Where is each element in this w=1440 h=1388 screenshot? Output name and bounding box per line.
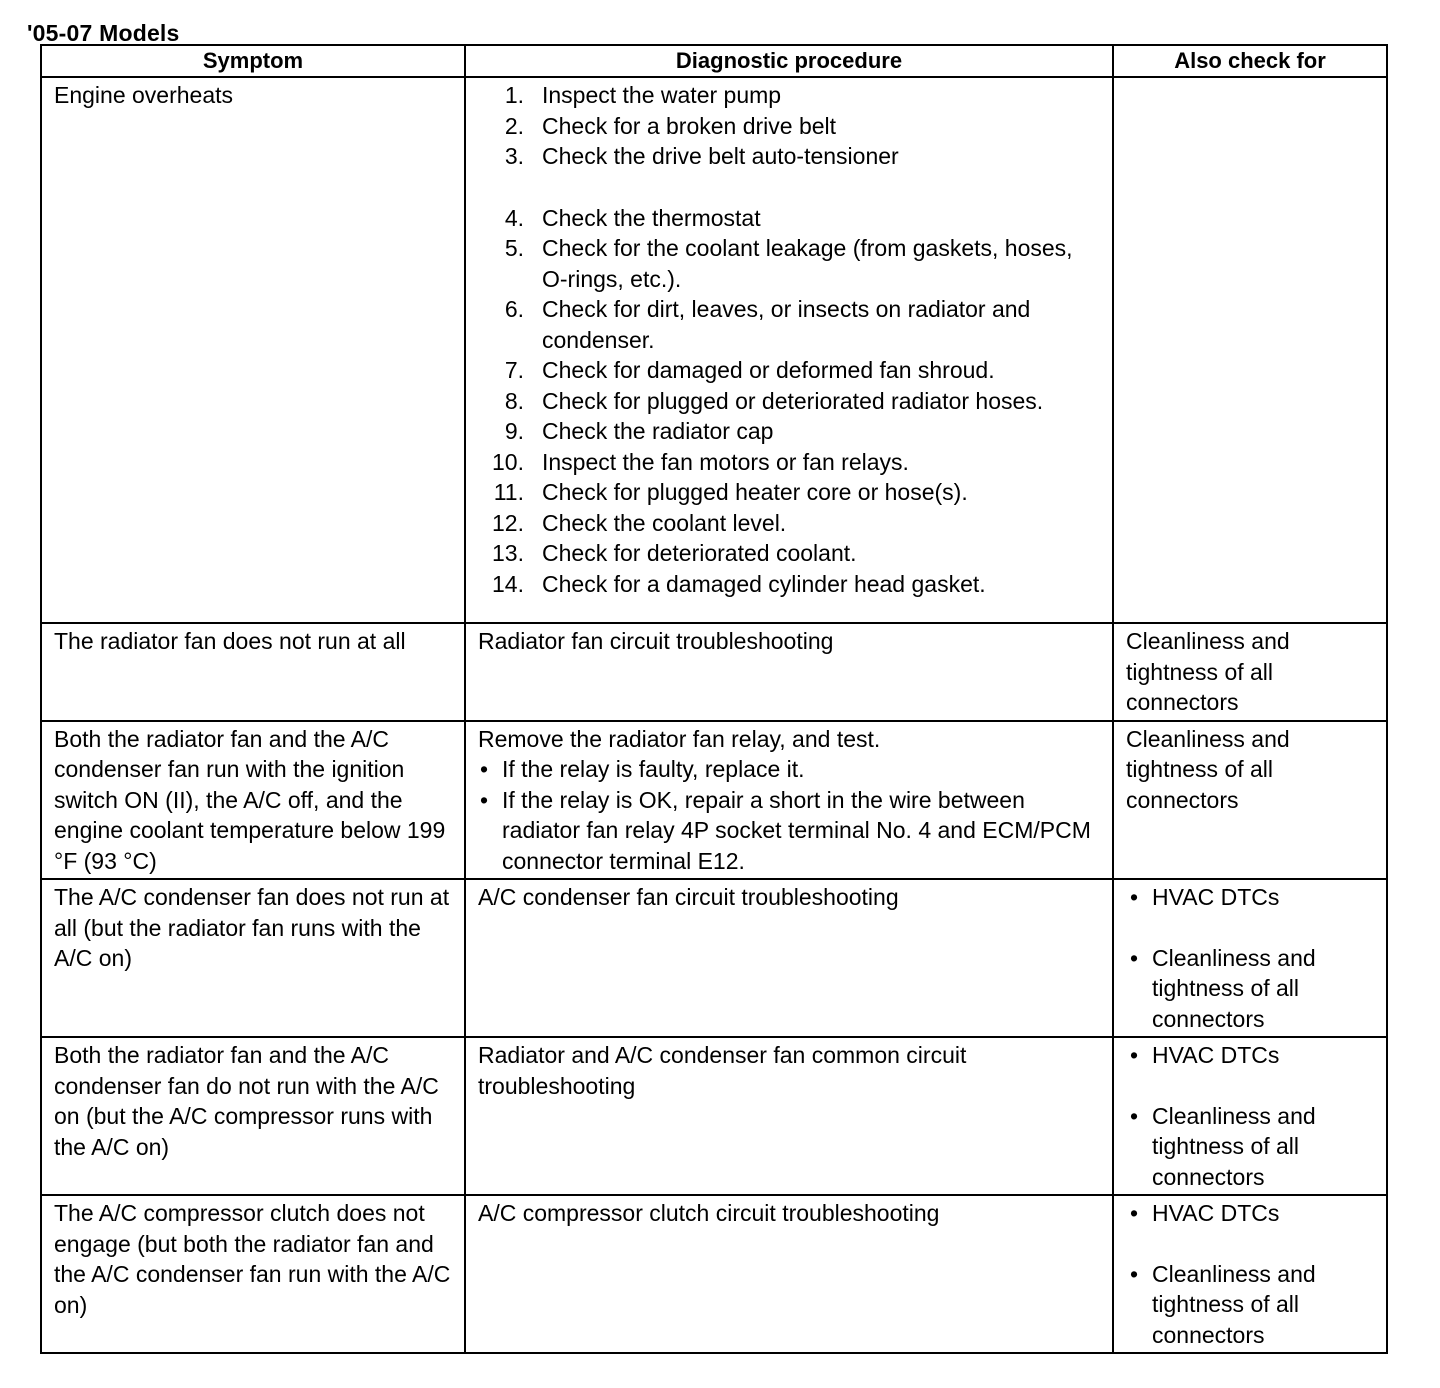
also-check-cell [1113,879,1387,1037]
procedure-text: A/C compressor clutch circuit troubleshooting [478,1200,940,1226]
procedure-text: Radiator and A/C condenser fan common circuit troubleshooting [478,1042,967,1099]
also-check-item-text: Cleanliness and tightness of all connectors [1152,944,1316,1032]
column-header-also-check: Also check for [1113,45,1387,77]
symptom-text: The A/C condenser fan does not run at all (but the radiator fan runs with the A/C on) [54,884,450,971]
procedure-step [478,141,1102,172]
also-check-cell [1113,1195,1387,1353]
procedure-bullets [478,754,1102,876]
step-number: 10. [492,448,524,475]
step-text: Check the thermostat [542,204,761,231]
procedure-bullet [478,754,1102,785]
also-check-item-text: Cleanliness and tightness of all connectors [1152,1260,1316,1348]
step-text: Check for damaged or deformed fan shroud. [542,357,995,383]
also-check-item-text: HVAC DTCs [1152,1042,1280,1068]
symptom-text: The radiator fan does not run at all [54,628,406,654]
symptom-cell [41,879,465,1037]
symptom-cell [41,721,465,880]
step-text: Check for the coolant leakage (from gaskets, hoses, O-rings, etc.). [542,235,1073,292]
procedure-cell [465,623,1113,721]
table-row [41,1037,1387,1195]
procedure-step [478,508,1102,539]
also-check-item [1126,943,1376,1035]
table-row [41,623,1387,721]
column-header-procedure: Diagnostic procedure [465,45,1113,77]
diagnostic-table [40,44,1388,1354]
step-number: 6. [504,296,524,322]
step-number: 1. [504,82,524,108]
step-text: Check for a broken drive belt [542,112,837,139]
symptom-cell [41,77,465,623]
table-row [41,1195,1387,1353]
step-text: Check for deteriorated coolant. [542,540,857,566]
bullet-glyph: • [1130,1260,1139,1287]
procedure-cell [465,1195,1113,1353]
also-check-cell [1113,721,1387,880]
symptom-text: Engine overheats [54,82,234,108]
step-text: Inspect the water pump [542,82,782,108]
also-check-text: Cleanliness and tightness of all connectors [1126,725,1290,813]
symptom-cell [41,1195,465,1353]
step-number: 5. [504,235,524,261]
step-number: 11. [493,479,524,505]
procedure-text: A/C condenser fan circuit troubleshooting [478,884,899,910]
step-text: Check the radiator cap [542,418,774,444]
step-text: Inspect the fan motors or fan relays. [542,448,909,475]
also-check-item-text: HVAC DTCs [1152,1200,1280,1226]
bullet-text: If the relay is OK, repair a short in the wire between radiator fan relay 4P socket terminal No. 4 and ECM/PCM connector terminal E12. [502,786,1091,874]
step-text: Check for plugged heater core or hose(s). [542,479,968,505]
also-check-list [1126,882,1376,1034]
also-check-item [1126,1040,1376,1071]
table-row [41,879,1387,1037]
also-check-item [1126,1259,1376,1351]
bullet-glyph: • [1130,944,1139,971]
also-check-item-text: Cleanliness and tightness of all connectors [1152,1102,1316,1190]
column-header-symptom: Symptom [41,45,465,77]
procedure-step [478,294,1102,355]
symptom-cell [41,623,465,721]
procedure-cell [465,721,1113,880]
also-check-text: Cleanliness and tightness of all connectors [1126,628,1290,715]
procedure-text: Radiator fan circuit troubleshooting [478,628,834,654]
symptom-text: The A/C compressor clutch does not engage (but both the radiator fan and the A/C condenser fan run with the A/C on) [54,1200,451,1318]
page-heading: '05-07 Models [27,20,180,46]
bullet-glyph: • [1130,1102,1139,1129]
step-number: 4. [504,204,524,231]
procedure-cell [465,77,1113,623]
procedure-step [478,386,1102,417]
procedure-bullet [478,785,1102,877]
step-number: 2. [504,112,524,139]
step-number: 9. [504,418,524,444]
procedure-step [478,111,1102,142]
step-number: 13. [492,540,524,566]
step-number: 3. [504,143,524,169]
table-row [41,721,1387,880]
also-check-item-text: HVAC DTCs [1152,884,1280,910]
table-row [41,77,1387,623]
also-check-item [1126,1101,1376,1193]
procedure-step [478,477,1102,508]
bullet-glyph: • [1130,1042,1139,1068]
step-number: 8. [504,387,524,414]
step-number: 12. [492,509,524,536]
step-number: 14. [492,570,524,597]
procedure-cell [465,879,1113,1037]
also-check-item [1126,882,1376,913]
bullet-glyph: • [480,756,489,782]
procedure-step [478,447,1102,478]
procedure-step [478,416,1102,447]
bullet-text: If the relay is faulty, replace it. [502,756,805,782]
also-check-cell [1113,623,1387,721]
step-text: Check the coolant level. [542,509,787,536]
step-text: Check the drive belt auto-tensioner [542,143,899,169]
also-check-list [1126,1198,1376,1350]
step-text: Check for plugged or deteriorated radiator hoses. [542,387,1044,414]
bullet-glyph: • [480,786,489,813]
symptom-cell [41,1037,465,1195]
procedure-steps [478,80,1102,599]
bullet-glyph: • [1130,1200,1139,1226]
procedure-cell [465,1037,1113,1195]
procedure-step [478,80,1102,111]
procedure-text: Remove the radiator fan relay, and test. [478,725,881,752]
step-number: 7. [504,357,524,383]
procedure-step [478,355,1102,386]
symptom-text: Both the radiator fan and the A/C condenser fan do not run with the A/C on (but the A/C compressor runs with the A/C on) [54,1042,439,1160]
procedure-step [478,203,1102,234]
procedure-step [478,538,1102,569]
procedure-step [478,569,1102,600]
also-check-list [1126,1040,1376,1192]
procedure-step [478,233,1102,294]
also-check-cell [1113,1037,1387,1195]
table-header-row [41,45,1387,77]
symptom-text: Both the radiator fan and the A/C condenser fan run with the ignition switch ON (II), the A/C off, and the engine coolant temperature below 199 °F (93 °C) [54,725,446,874]
bullet-glyph: • [1130,884,1139,910]
also-check-item [1126,1198,1376,1229]
also-check-cell [1113,77,1387,623]
step-text: Check for dirt, leaves, or insects on radiator and condenser. [542,296,1031,353]
step-text: Check for a damaged cylinder head gasket. [542,570,986,597]
